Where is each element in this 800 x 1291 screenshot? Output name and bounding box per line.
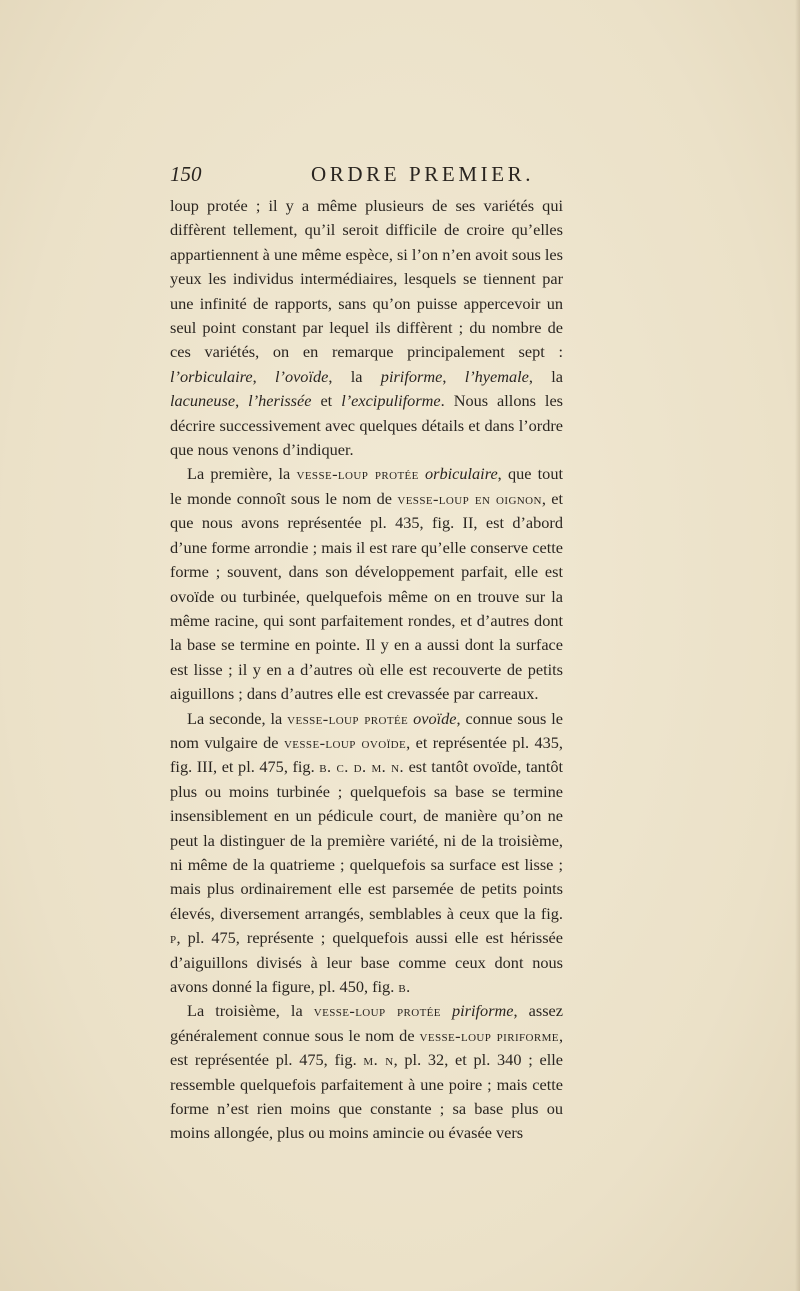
figure-letters: m. n: [363, 1050, 394, 1070]
page-edge-shadow: [795, 0, 800, 1291]
text-run: , est représentée pl. 475, fig.: [170, 1025, 564, 1070]
page-number: 150: [170, 162, 202, 186]
variety-name: lacuneuse: [170, 391, 236, 411]
text-run: .: [406, 977, 411, 996]
text-run: [441, 1001, 452, 1020]
paragraph-piriforme: [170, 999, 563, 1145]
text-run: , pl. 475, représente ; quelquefois aussi elle est hérissée d’aiguillons divisés à leur base comme ceux dont nous avons donné la figure, pl. 450, fig.: [170, 928, 563, 996]
text-run: , assez généralement connue sous le nom de: [170, 1001, 563, 1045]
text-run: , la: [328, 366, 381, 386]
figure-letters: b: [398, 977, 407, 996]
text-run: , que tout le monde connoît sous le nom de: [170, 464, 563, 508]
text-run: La seconde, la: [187, 708, 288, 728]
paragraph-orbiculaire: [170, 462, 563, 706]
text-run: . Nous allons les décrire successivement avec quelques détails et dans l’ordre que nous venons d’indiquer.: [170, 391, 564, 460]
variety-name: ovoïde: [413, 708, 457, 728]
species-name: vesse-loup protée: [313, 1001, 441, 1021]
figure-letters: p: [170, 928, 177, 948]
variety-name: l’ovoïde: [275, 366, 329, 386]
figure-letters: b. c. d. m. n.: [319, 757, 404, 777]
variety-name: piriforme: [452, 1001, 514, 1021]
common-name: vesse-loup piriforme: [419, 1025, 559, 1045]
text-run: loup protée ; il y a même plusieurs de ses variétés qui diffèrent tellement, qu’il seroit difficile de croire qu’elles appartiennent à une même espèce, si l’on n’en avoit sous les yeux les individus intermédiaires, lesquels se tiennent par une infinité de rapports, sans qu’on puisse appercevoir un seul point constant par lequel ils diffèrent ; du nombre de ces variétés, on en remarque principalement sept :: [170, 196, 563, 362]
text-run: La première, la: [187, 464, 297, 484]
text-run: ,: [235, 391, 249, 411]
species-name: vesse-loup protée: [296, 464, 419, 484]
text-run: , connue sous le nom vulgaire de: [170, 708, 564, 752]
common-name: vesse-loup en oignon: [397, 488, 542, 508]
variety-name: l’hyemale: [464, 366, 529, 386]
text-run: ,: [442, 366, 465, 386]
body-text: [170, 194, 563, 1146]
variety-name: orbiculaire: [425, 464, 498, 484]
text-run: La troisième, la: [187, 1001, 314, 1021]
text-run: , pl. 32, et pl. 340 ; elle ressemble quelquefois parfaitement à une poire ; mais cette forme n’est rien moins que constante ; sa base plus ou moins allongée, plus ou moins amincie ou évasée vers: [170, 1050, 564, 1143]
section-title: ORDRE PREMIER.: [311, 162, 535, 186]
paragraph-varieties: [170, 194, 563, 462]
text-run: , et que nous avons représentée pl. 435, fig. II, est d’abord d’une forme arrondie ; mais il est rare qu’elle conserve cette forme ; souvent, dans son développement parfait, elle est ovoïde ou turbinée, quelquefois même on en trouve sur la même racine, qui sont parfaitement rondes, et d’autres dont la base se termine en pointe. Il y en a aussi dont la surface est lisse ; il y en a d’autres où elle est recouverte de petits aiguillons ; dans d’autres elle est crevassée par carreaux.: [170, 488, 564, 704]
variety-name: piriforme: [380, 366, 443, 386]
paragraph-ovoide: [170, 707, 563, 1000]
running-head: [170, 162, 570, 190]
variety-name: l’herissée: [248, 391, 312, 411]
text-run: , la: [528, 366, 564, 386]
variety-name: l’excipuliforme: [341, 391, 441, 411]
text-run: , et représentée pl. 435, fig. III, et pl. 475, fig.: [170, 732, 563, 777]
variety-name: l’orbiculaire: [170, 366, 253, 386]
species-name: vesse-loup protée: [287, 708, 409, 728]
common-name: vesse-loup ovoïde: [283, 732, 407, 752]
text-run: et: [311, 391, 342, 411]
text-run: est tantôt ovoïde, tantôt plus ou moins turbinée ; quelquefois sa base se termine insensiblement en un pédicule court, de manière qu’on ne peut la distinguer de la première variété, ni de la troisième, ni même de la quatrieme ; quelquefois sa surface est lisse ; mais plus ordinairement elle est parsemée de petits points élevés, diversement arrangés, semblables à ceux que la fig.: [170, 757, 564, 923]
text-run: ,: [252, 366, 275, 386]
